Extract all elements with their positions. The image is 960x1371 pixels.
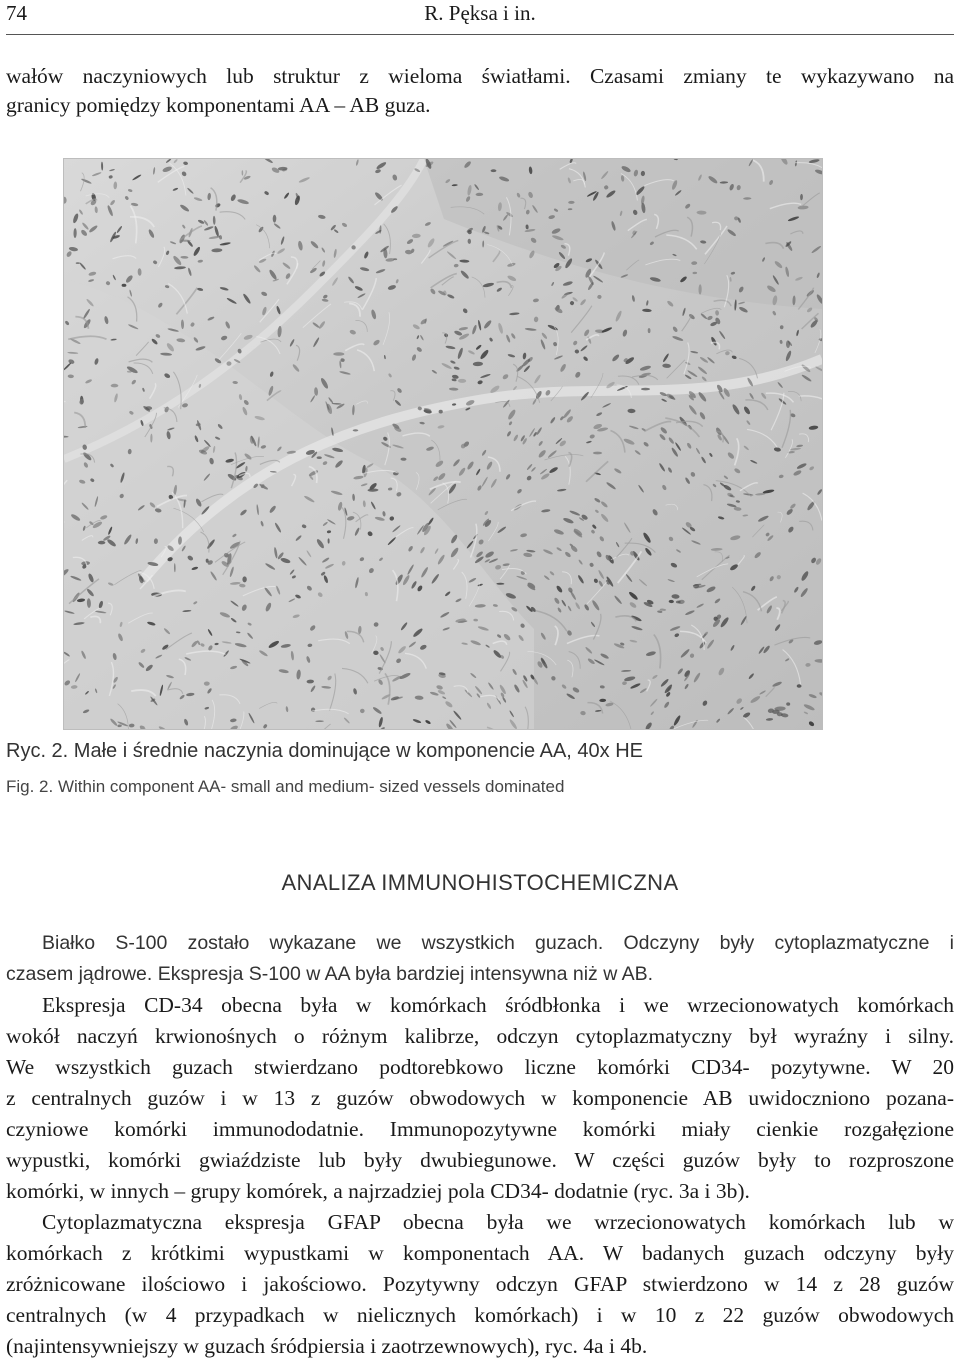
body-line: (najintensywniejszy w guzach śródpiersia i zaotrzewnowych), ryc. 4a i 4b. <box>6 1334 648 1358</box>
cell-nucleus <box>491 169 497 172</box>
cell-nucleus <box>76 262 80 264</box>
cell-nucleus <box>593 452 602 455</box>
body-text <box>6 928 954 1362</box>
histology-micrograph <box>63 158 823 730</box>
body-line: zróżnicowane ilościowo i jakościowo. Pozytywny odczyn GFAP stwierdzono w 14 z 28 guzów <box>6 1272 954 1296</box>
body-line: wokół naczyń krwionośnych o różnym kalibrze, odczyn cytoplazmatyczny był wyraźny i silny. <box>6 1024 954 1048</box>
body-line: komórki, w innych – grupy komórek, a najrzadziej pola CD34- dodatnie (ryc. 3a i 3b). <box>6 1179 750 1203</box>
body-line: czasem jądrowe. Ekspresja S-100 w AA była bardziej intensywna niż w AB. <box>6 963 654 985</box>
body-line: czyniowe komórki immunododatnie. Immunopozytywne komórki miały cienkie rozgałęzione <box>6 1117 954 1141</box>
micrograph-image <box>64 159 822 729</box>
cell-nucleus <box>242 576 246 582</box>
body-line: centralnych (w 4 przypadkach w nielicznych komórkach) i w 10 z 22 guzów obwodowych <box>6 1303 954 1327</box>
body-line: komórkach z krótkimi wypustkami w komponentach AA. W badanych guzach odczyny były <box>6 1241 954 1265</box>
header-rule <box>6 34 954 35</box>
body-line: z centralnych guzów i w 13 z guzów obwodowych w komponencie AB uwidoczniono pozana- <box>6 1086 954 1110</box>
intro-line: wałów naczyniowych lub struktur z wieloma światłami. Czasami zmiany te wykazywano na <box>6 64 954 88</box>
cell-nucleus <box>333 352 344 356</box>
cell-nucleus <box>111 384 119 388</box>
intro-line: granicy pomiędzy komponentami AA – AB guza. <box>6 93 431 117</box>
body-line: Ekspresja CD-34 obecna była w komórkach śródbłonka i we wrzecionowatych komórkach <box>42 993 954 1017</box>
cell-nucleus <box>98 541 105 545</box>
section-heading: ANALIZA IMMUNOHISTOCHEMICZNA <box>281 870 679 895</box>
body-line: Białko S-100 zostało wykazane we wszystkich guzach. Odczyny były cytoplazmatyczne i <box>42 932 954 954</box>
running-head: R. Pęksa i in. <box>424 1 536 25</box>
page-header <box>6 0 954 30</box>
page-number: 74 <box>6 1 27 25</box>
body-line: Cytoplazmatyczna ekspresja GFAP obecna była we wrzecionowatych komórkach lub w <box>42 1210 954 1234</box>
body-line: We wszystkich guzach stwierdzano podtorebkowo liczne komórki CD34- pozytywne. W 20 <box>6 1055 954 1079</box>
cell-nucleus <box>204 682 210 686</box>
figure-caption-pl: Ryc. 2. Małe i średnie naczynia dominujące w komponencie AA, 40x HE <box>6 740 643 762</box>
cell-nucleus <box>641 388 650 391</box>
cell-nucleus <box>353 429 359 431</box>
figure-caption-en: Fig. 2. Within component AA- small and medium- sized vessels dominated <box>6 777 565 796</box>
body-line: wypustki, komórki gwiaździste lub były dwubiegunowe. W części guzów były to rozproszone <box>6 1148 954 1172</box>
intro-paragraph <box>6 62 954 120</box>
